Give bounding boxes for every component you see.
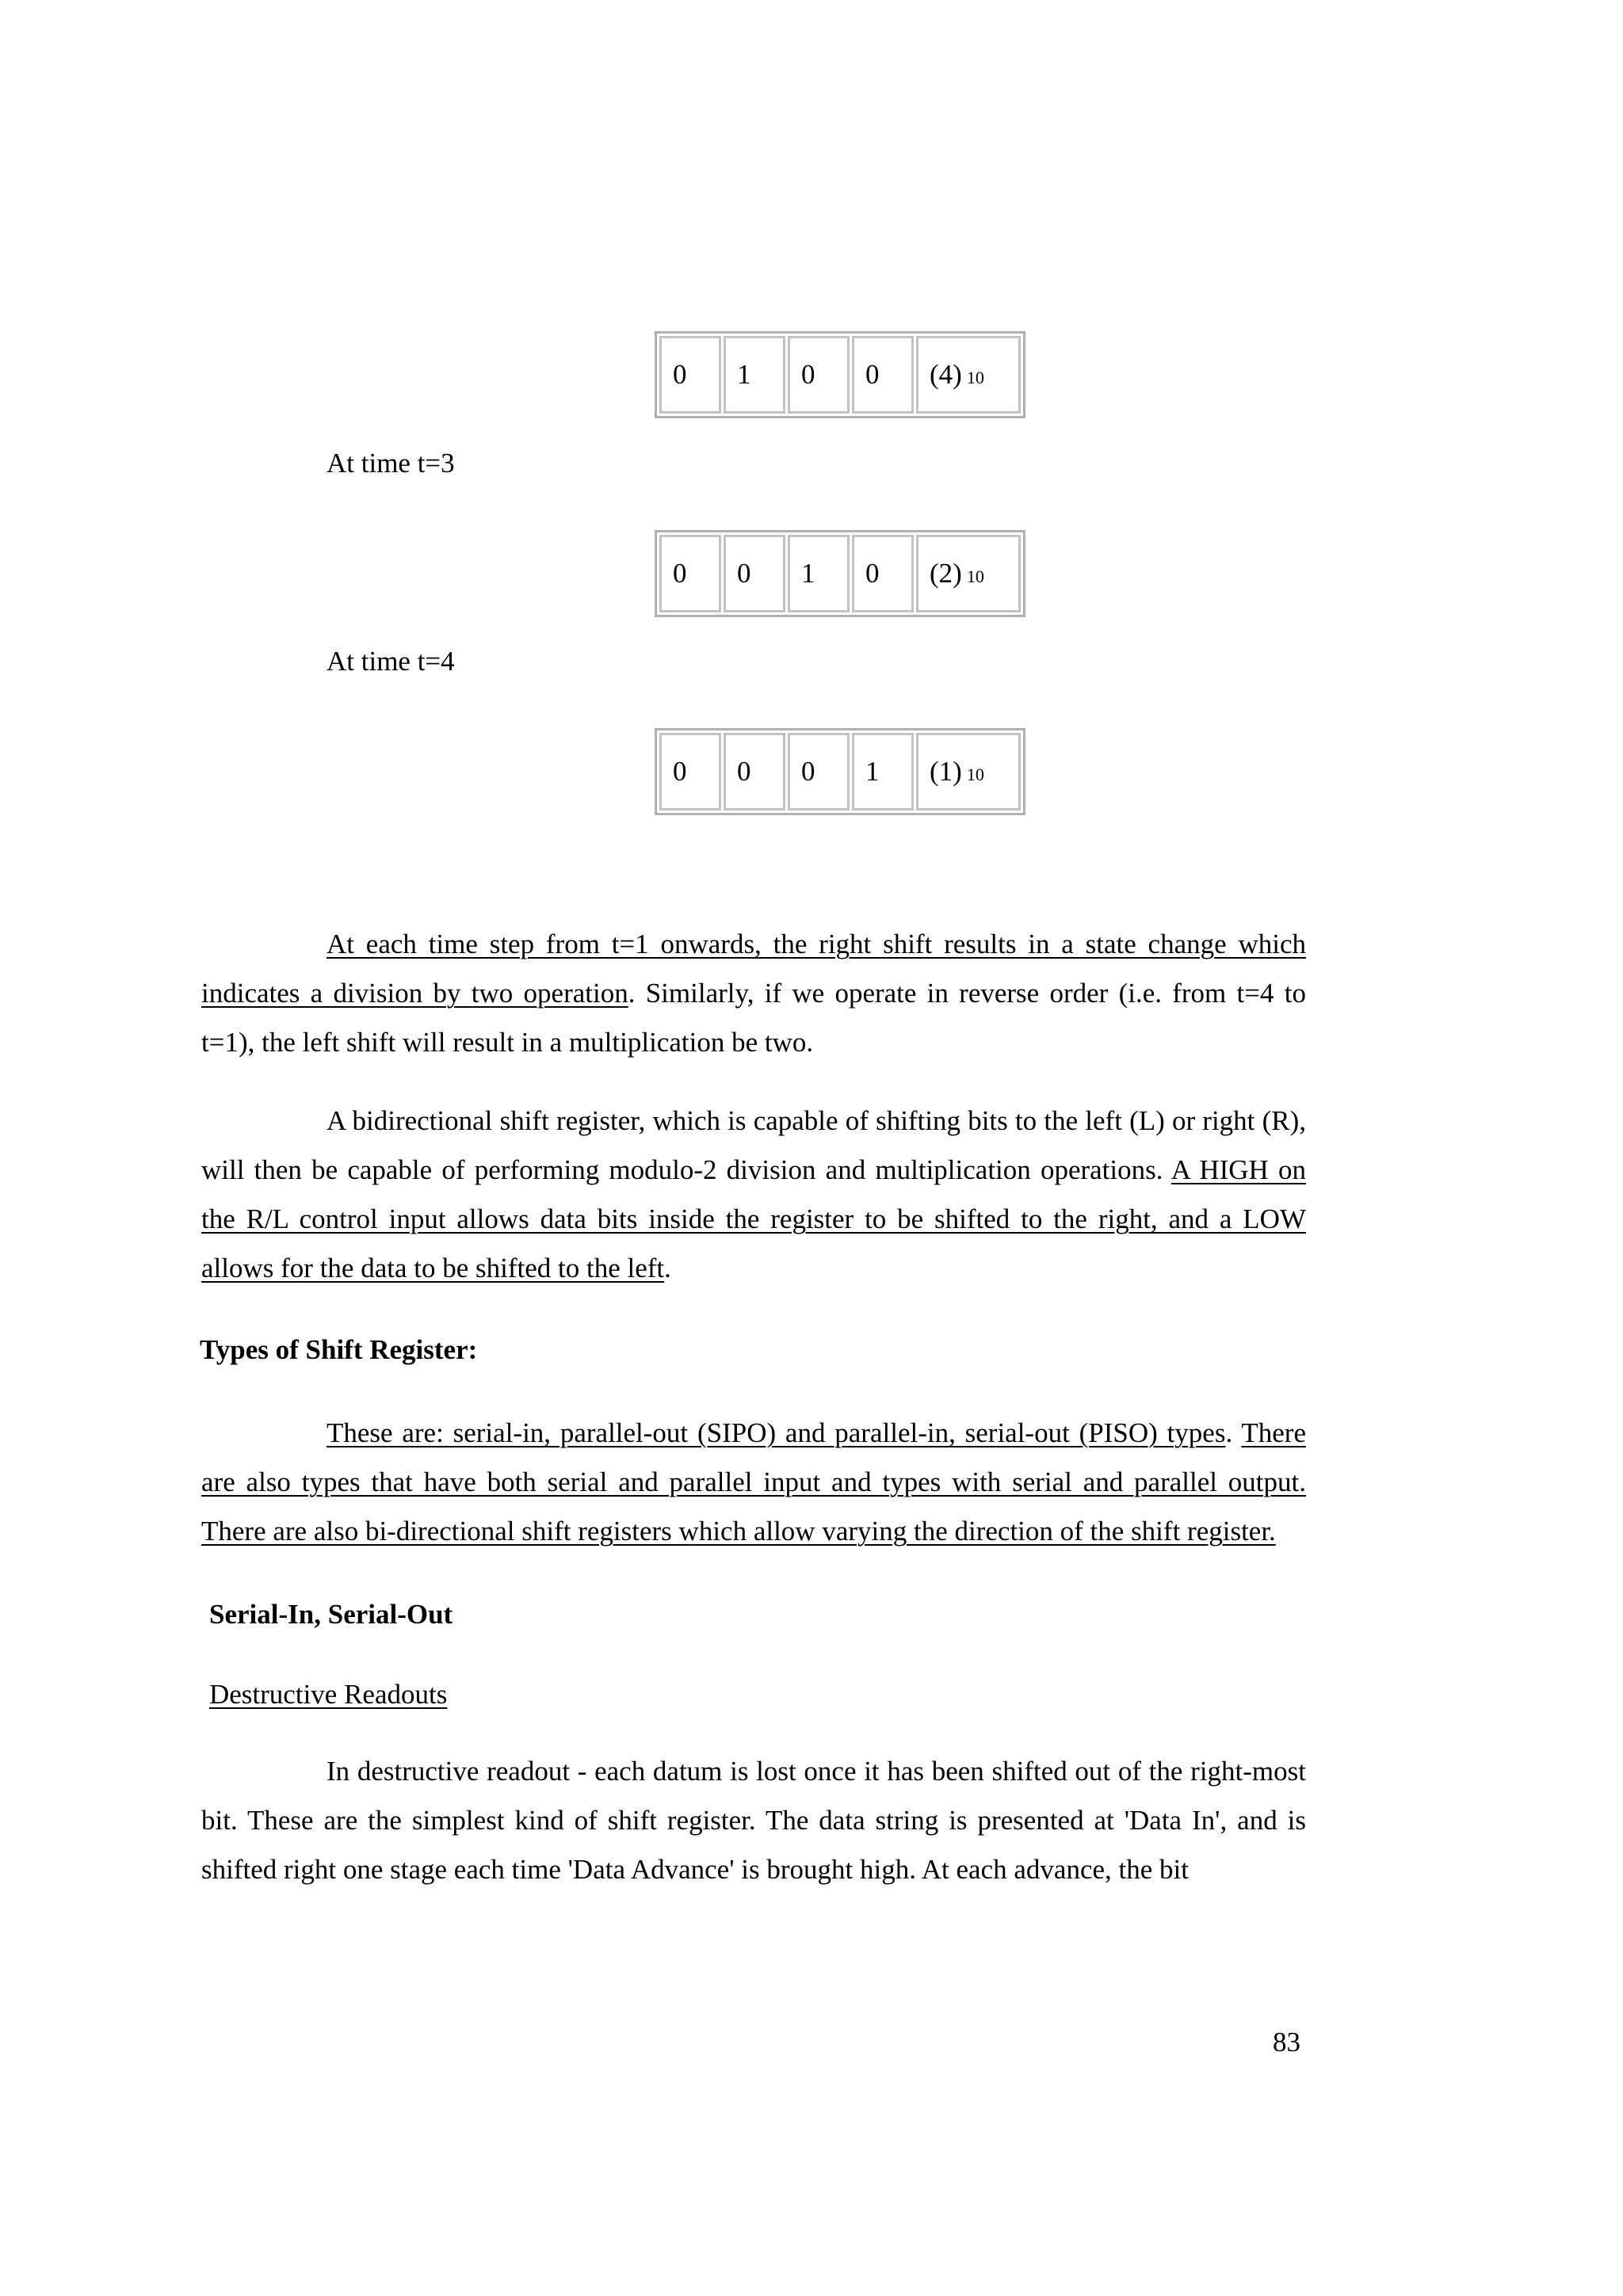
register-bit: 0 [788,336,850,414]
register-decimal-cell [916,535,1021,612]
paragraph-destructive-readout: In destructive readout - each datum is lost once it has been shifted out of the right-most bit. These are the simplest kind of shift register. The data string is presented at 'Data In', and is shifted right one stage each time 'Data Advance' is brought high. At each advance, the bit [201,1756,1306,1885]
decimal-value: (2) [930,558,962,589]
underlined-text: These are: serial-in, parallel-out (SIPO) and parallel-in, serial-out (PISO) types [327,1417,1226,1448]
underlined-text: There are also types that have both serial and parallel input and types with serial and parallel output. There are also bi-directional shift registers which allow varying the direction of the shift register. [201,1417,1306,1547]
register-bit: 0 [852,336,914,414]
register-bit: 0 [659,733,721,810]
register-bit: 0 [788,733,850,810]
register-state-table [655,530,1025,617]
page-number: 83 [1273,2027,1300,2058]
section-heading-siso: Serial-In, Serial-Out [209,1599,453,1630]
section-heading-types: Types of Shift Register: [200,1334,478,1365]
decimal-base: 10 [966,765,984,784]
register-decimal-cell [916,733,1021,810]
register-state-table [655,728,1025,815]
decimal-base: 10 [966,566,984,586]
register-bit: 0 [659,336,721,414]
register-bit: 1 [788,535,850,612]
decimal-base: 10 [966,368,984,387]
paragraph-text: . [1225,1417,1242,1448]
time-label-t3: At time t=3 [327,448,455,479]
paragraph-text: . Similarly, if we operate in reverse order (i.e. from t=4 to t=1), the left shift will result in a multiplication be two. [201,978,1306,1058]
register-decimal-cell [916,336,1021,414]
paragraph-shift-division [201,920,1306,1067]
register-bit: 0 [724,733,785,810]
paragraph-types [201,1409,1306,1556]
subheading-destructive-readouts: Destructive Readouts [209,1679,448,1710]
paragraph-text: A bidirectional shift register, which is capable of shifting bits to the left (L) or right (R), will then be capable of performing modulo-2 division and multiplication operations. [201,1105,1306,1185]
paragraph-bidirectional [201,1097,1306,1293]
register-bit: 0 [659,535,721,612]
register-bit: 0 [724,535,785,612]
register-bit: 1 [724,336,785,414]
register-bit: 0 [852,535,914,612]
decimal-value: (4) [930,359,962,390]
time-label-t4: At time t=4 [327,646,455,677]
register-bit: 1 [852,733,914,810]
decimal-value: (1) [930,756,962,787]
register-state-table [655,331,1025,418]
paragraph-end: . [664,1253,671,1283]
underlined-text: At each time step from t=1 onwards, the right shift results in a state change which indicates a division by two operation [201,929,1306,1009]
underlined-text: A HIGH on the R/L control input allows data bits inside the register to be shifted to the right, and a LOW allows for the data to be shifted to the left [201,1154,1307,1283]
